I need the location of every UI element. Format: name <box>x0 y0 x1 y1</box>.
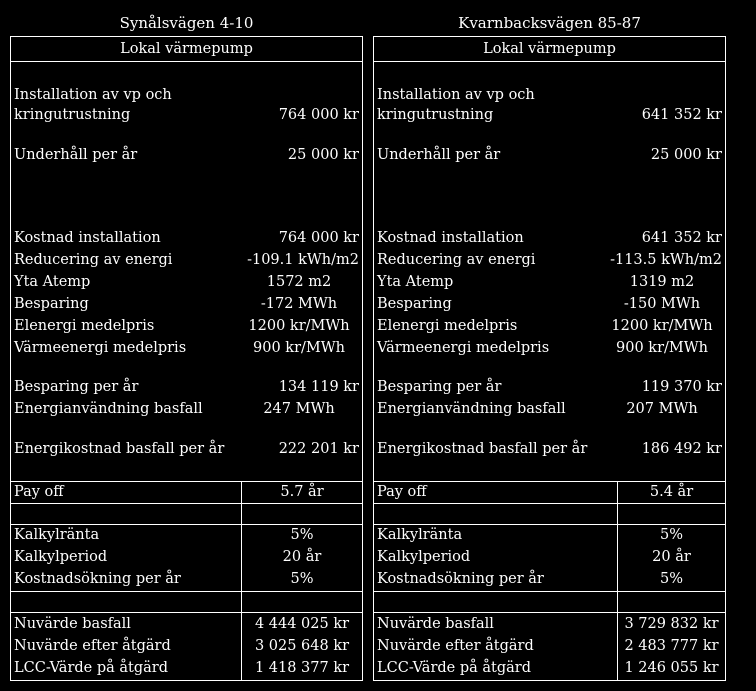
period-label: Kalkylperiod <box>377 549 471 565</box>
increase-label: Kostnadsökning per år <box>377 571 544 587</box>
calc-value: 1200 kr/MWh <box>611 318 713 334</box>
calc-label: Reducering av energi <box>14 252 173 268</box>
rate-value: 5% <box>290 527 314 543</box>
panel-title: Kvarnbacksvägen 85-87 <box>458 14 641 32</box>
table-rule <box>374 612 725 613</box>
lcc-label: LCC-Värde på åtgärd <box>377 660 531 676</box>
rate-label: Kalkylränta <box>377 527 463 543</box>
calc-value: 1572 m2 <box>266 274 332 290</box>
calc-value: -109.1 kWh/m2 <box>247 252 359 268</box>
install-row-2 <box>377 105 724 125</box>
install-row <box>14 85 361 105</box>
calc-label: Reducering av energi <box>377 252 536 268</box>
period-value: 20 år <box>652 549 691 565</box>
table-row-increase <box>11 569 362 590</box>
base-use-label: Energianvändning basfall <box>14 401 203 417</box>
base-use-value: 207 MWh <box>626 401 698 417</box>
base-use-row <box>377 399 724 419</box>
table-rule <box>374 591 725 592</box>
base-cost-value: 186 492 kr <box>641 441 722 457</box>
table-row-increase <box>374 569 725 590</box>
npv-base-label: Nuvärde basfall <box>14 616 131 632</box>
panel-subtitle: Lokal värmepump <box>374 37 725 62</box>
table-rule <box>374 503 725 504</box>
install-label-2: kringutrustning <box>14 107 131 123</box>
npv-base-value: 4 444 025 kr <box>254 616 350 632</box>
maint-row <box>14 145 361 165</box>
table-row-period <box>374 547 725 568</box>
maint-value: 25 000 kr <box>287 147 359 163</box>
payoff-label: Pay off <box>14 484 64 500</box>
install-value: 641 352 kr <box>641 107 722 123</box>
calc-value: 900 kr/MWh <box>253 340 345 356</box>
summary-table <box>11 481 362 681</box>
period-value: 20 år <box>282 549 322 565</box>
maint-value: 25 000 kr <box>650 147 722 163</box>
table-row-npv-base <box>374 614 725 635</box>
payoff-label: Pay off <box>377 484 427 500</box>
calc-label: Värmeenergi medelpris <box>377 340 550 356</box>
calc-value: 764 000 kr <box>278 230 359 246</box>
savings-row <box>14 377 361 397</box>
table-row-period <box>11 547 362 568</box>
calc-row <box>377 228 724 248</box>
calc-value: 900 kr/MWh <box>616 340 708 356</box>
base-cost-label: Energikostnad basfall per år <box>14 441 225 457</box>
calc-label: Värmeenergi medelpris <box>14 340 187 356</box>
calc-row <box>14 228 361 248</box>
payoff-value: 5.4 år <box>649 484 694 500</box>
base-use-row <box>14 399 361 419</box>
install-row <box>377 85 724 105</box>
calc-value: 1319 m2 <box>629 274 695 290</box>
calc-label: Elenergi medelpris <box>377 318 518 334</box>
calc-row <box>377 294 724 314</box>
install-value: 764 000 kr <box>278 107 359 123</box>
calc-label: Kostnad installation <box>14 230 161 246</box>
payoff-value: 5.7 år <box>280 484 324 500</box>
calc-row <box>377 250 724 270</box>
calc-label: Yta Atemp <box>14 274 91 290</box>
calc-row <box>377 272 724 292</box>
install-label-1: Installation av vp och <box>377 87 535 103</box>
npv-base-value: 3 729 832 kr <box>624 616 719 632</box>
npv-after-label: Nuvärde efter åtgärd <box>377 638 534 654</box>
base-cost-row <box>377 439 724 459</box>
calc-row <box>14 272 361 292</box>
panel-box <box>10 36 363 681</box>
table-row-payoff <box>374 482 725 503</box>
table-row-payoff <box>11 482 362 503</box>
calc-label: Besparing <box>377 296 452 312</box>
increase-label: Kostnadsökning per år <box>14 571 181 587</box>
calc-row <box>14 338 361 358</box>
panel-subtitle: Lokal värmepump <box>11 37 362 62</box>
base-use-value: 247 MWh <box>263 401 335 417</box>
table-rule <box>11 612 362 613</box>
npv-after-value: 2 483 777 kr <box>624 638 719 654</box>
base-cost-value: 222 201 kr <box>278 441 359 457</box>
calc-row <box>377 338 724 358</box>
table-row-npv-after <box>374 636 725 657</box>
summary-table <box>374 481 725 681</box>
install-row-2 <box>14 105 361 125</box>
panel-synalsvagen <box>10 0 363 691</box>
base-cost-row <box>14 439 361 459</box>
rate-value: 5% <box>659 527 683 543</box>
maint-label: Underhåll per år <box>14 147 138 163</box>
savings-value: 134 119 kr <box>278 379 359 395</box>
panel-box <box>373 36 726 681</box>
increase-value: 5% <box>659 571 683 587</box>
maint-row <box>377 145 724 165</box>
install-label-2: kringutrustning <box>377 107 494 123</box>
panel-title: Synålsvägen 4-10 <box>119 14 254 32</box>
rate-label: Kalkylränta <box>14 527 100 543</box>
table-row-rate <box>11 525 362 546</box>
npv-after-value: 3 025 648 kr <box>254 638 350 654</box>
calc-value: 1200 kr/MWh <box>248 318 350 334</box>
savings-row <box>377 377 724 397</box>
calc-row <box>14 250 361 270</box>
panel-kvarnbacksvagen <box>373 0 726 691</box>
table-rule <box>11 503 362 504</box>
lcc-value: 1 418 377 kr <box>254 660 350 676</box>
calc-label: Elenergi medelpris <box>14 318 155 334</box>
npv-after-label: Nuvärde efter åtgärd <box>14 638 171 654</box>
table-row-rate <box>374 525 725 546</box>
calc-label: Besparing <box>14 296 89 312</box>
maint-label: Underhåll per år <box>377 147 501 163</box>
period-label: Kalkylperiod <box>14 549 108 565</box>
calc-value: 641 352 kr <box>641 230 722 246</box>
lcc-label: LCC-Värde på åtgärd <box>14 660 168 676</box>
table-row-lcc <box>11 658 362 679</box>
calc-row <box>14 294 361 314</box>
calc-value: -113.5 kWh/m2 <box>610 252 722 268</box>
base-cost-label: Energikostnad basfall per år <box>377 441 588 457</box>
npv-base-label: Nuvärde basfall <box>377 616 494 632</box>
table-row-lcc <box>374 658 725 679</box>
install-label-1: Installation av vp och <box>14 87 172 103</box>
base-use-label: Energianvändning basfall <box>377 401 566 417</box>
savings-label: Besparing per år <box>377 379 502 395</box>
table-row-npv-after <box>11 636 362 657</box>
calc-value: -172 MWh <box>260 296 338 312</box>
lcc-value: 1 246 055 kr <box>624 660 719 676</box>
increase-value: 5% <box>290 571 314 587</box>
table-row-npv-base <box>11 614 362 635</box>
calc-row <box>377 316 724 336</box>
table-rule <box>11 591 362 592</box>
savings-label: Besparing per år <box>14 379 139 395</box>
calc-row <box>14 316 361 336</box>
calc-label: Kostnad installation <box>377 230 524 246</box>
calc-label: Yta Atemp <box>377 274 454 290</box>
calc-value: -150 MWh <box>623 296 701 312</box>
savings-value: 119 370 kr <box>641 379 722 395</box>
